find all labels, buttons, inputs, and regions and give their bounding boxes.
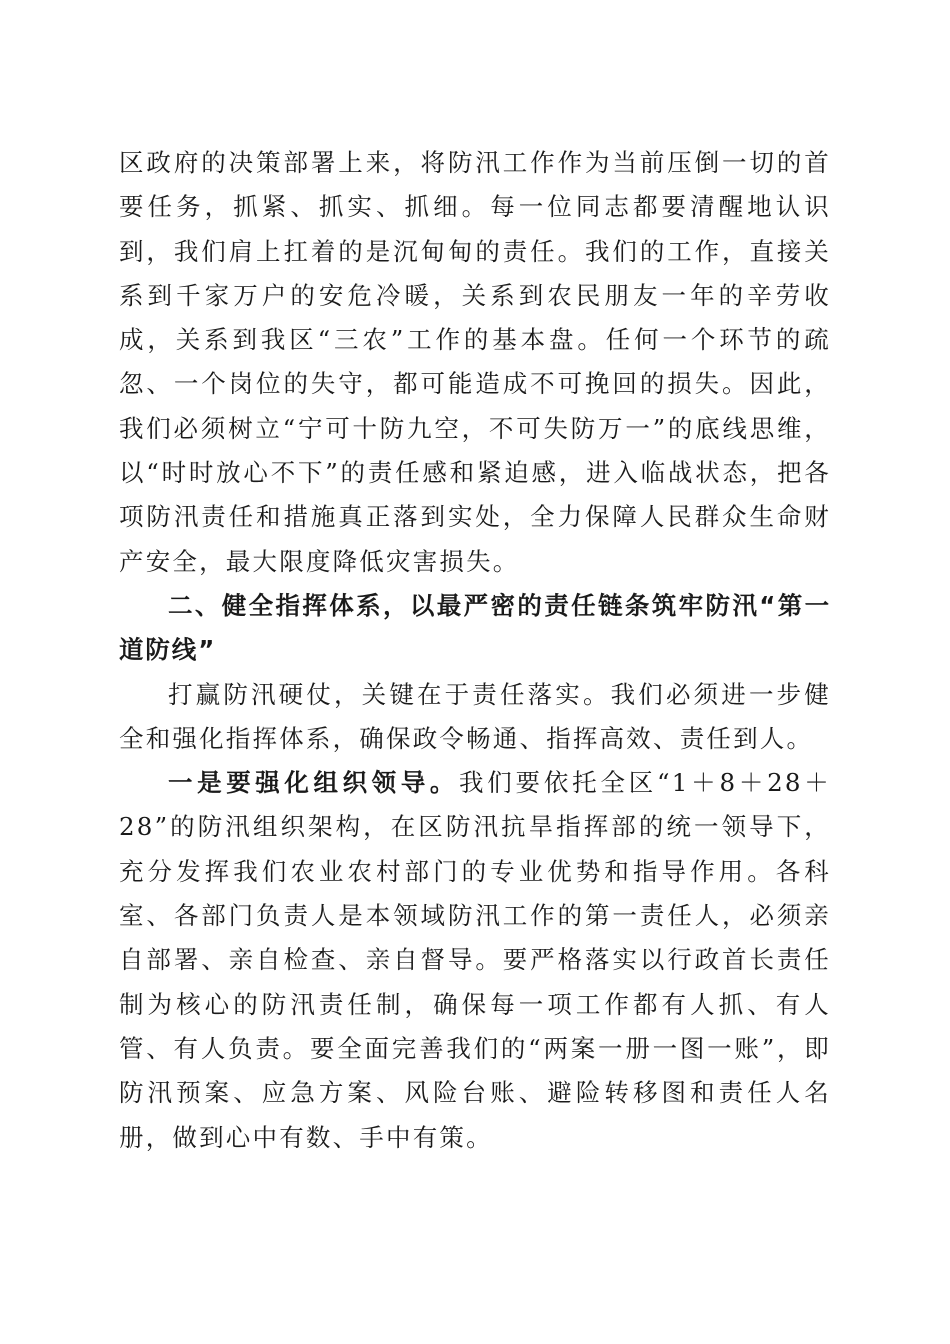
paragraph-continued-text: 区政府的决策部署上来，将防汛工作作为当前压倒一切的首要任务，抓紧、抓实、抓细。每一位同志都要清醒地认识到，我们肩上扛着的是沉甸甸的责任。我们的工作，直接关系到千家万户的安危冷暖，关系到农民朋友一年的辛劳收成，关系到我区“三农”工作的基本盘。任何一个环节的疏忽、一个岗位的失守，都可能造成不可挽回的损失。因此，我们必须树立“宁可十防九空，不可失防万一”的底线思维，以“时时放心不下”的责任感和紧迫感，进入临战状态，把各项防汛责任和措施真正落到实处，全力保障人民群众生命财产安全，最大限度降低灾害损失。 xyxy=(119,148,831,576)
paragraph-point-one xyxy=(119,761,831,1160)
point-one-body: 我们要依托全区“1＋8＋28＋28”的防汛组织架构，在区防汛抗旱指挥部的统一领导下，充分发挥我们农业农村部门的专业优势和指导作用。各科室、各部门负责人是本领域防汛工作的第一责任人，必须亲自部署、亲自检查、亲自督导。要严格落实以行政首长责任制为核心的防汛责任制，确保每一项工作都有人抓、有人管、有人负责。要全面完善我们的“两案一册一图一账”，即防汛预案、应急方案、风险台账、避险转移图和责任人名册，做到心中有数、手中有策。 xyxy=(119,768,832,1152)
point-one-lead: 一是要强化组织领导。 xyxy=(168,768,459,798)
paragraph-intro: 打赢防汛硬仗，关键在于责任落实。我们必须进一步健全和强化指挥体系，确保政令畅通、指挥高效、责任到人。 xyxy=(119,679,831,753)
section-heading: 二、健全指挥体系，以最严密的责任链条筑牢防汛“第一道防线” xyxy=(119,590,831,665)
document-page xyxy=(119,141,831,1160)
